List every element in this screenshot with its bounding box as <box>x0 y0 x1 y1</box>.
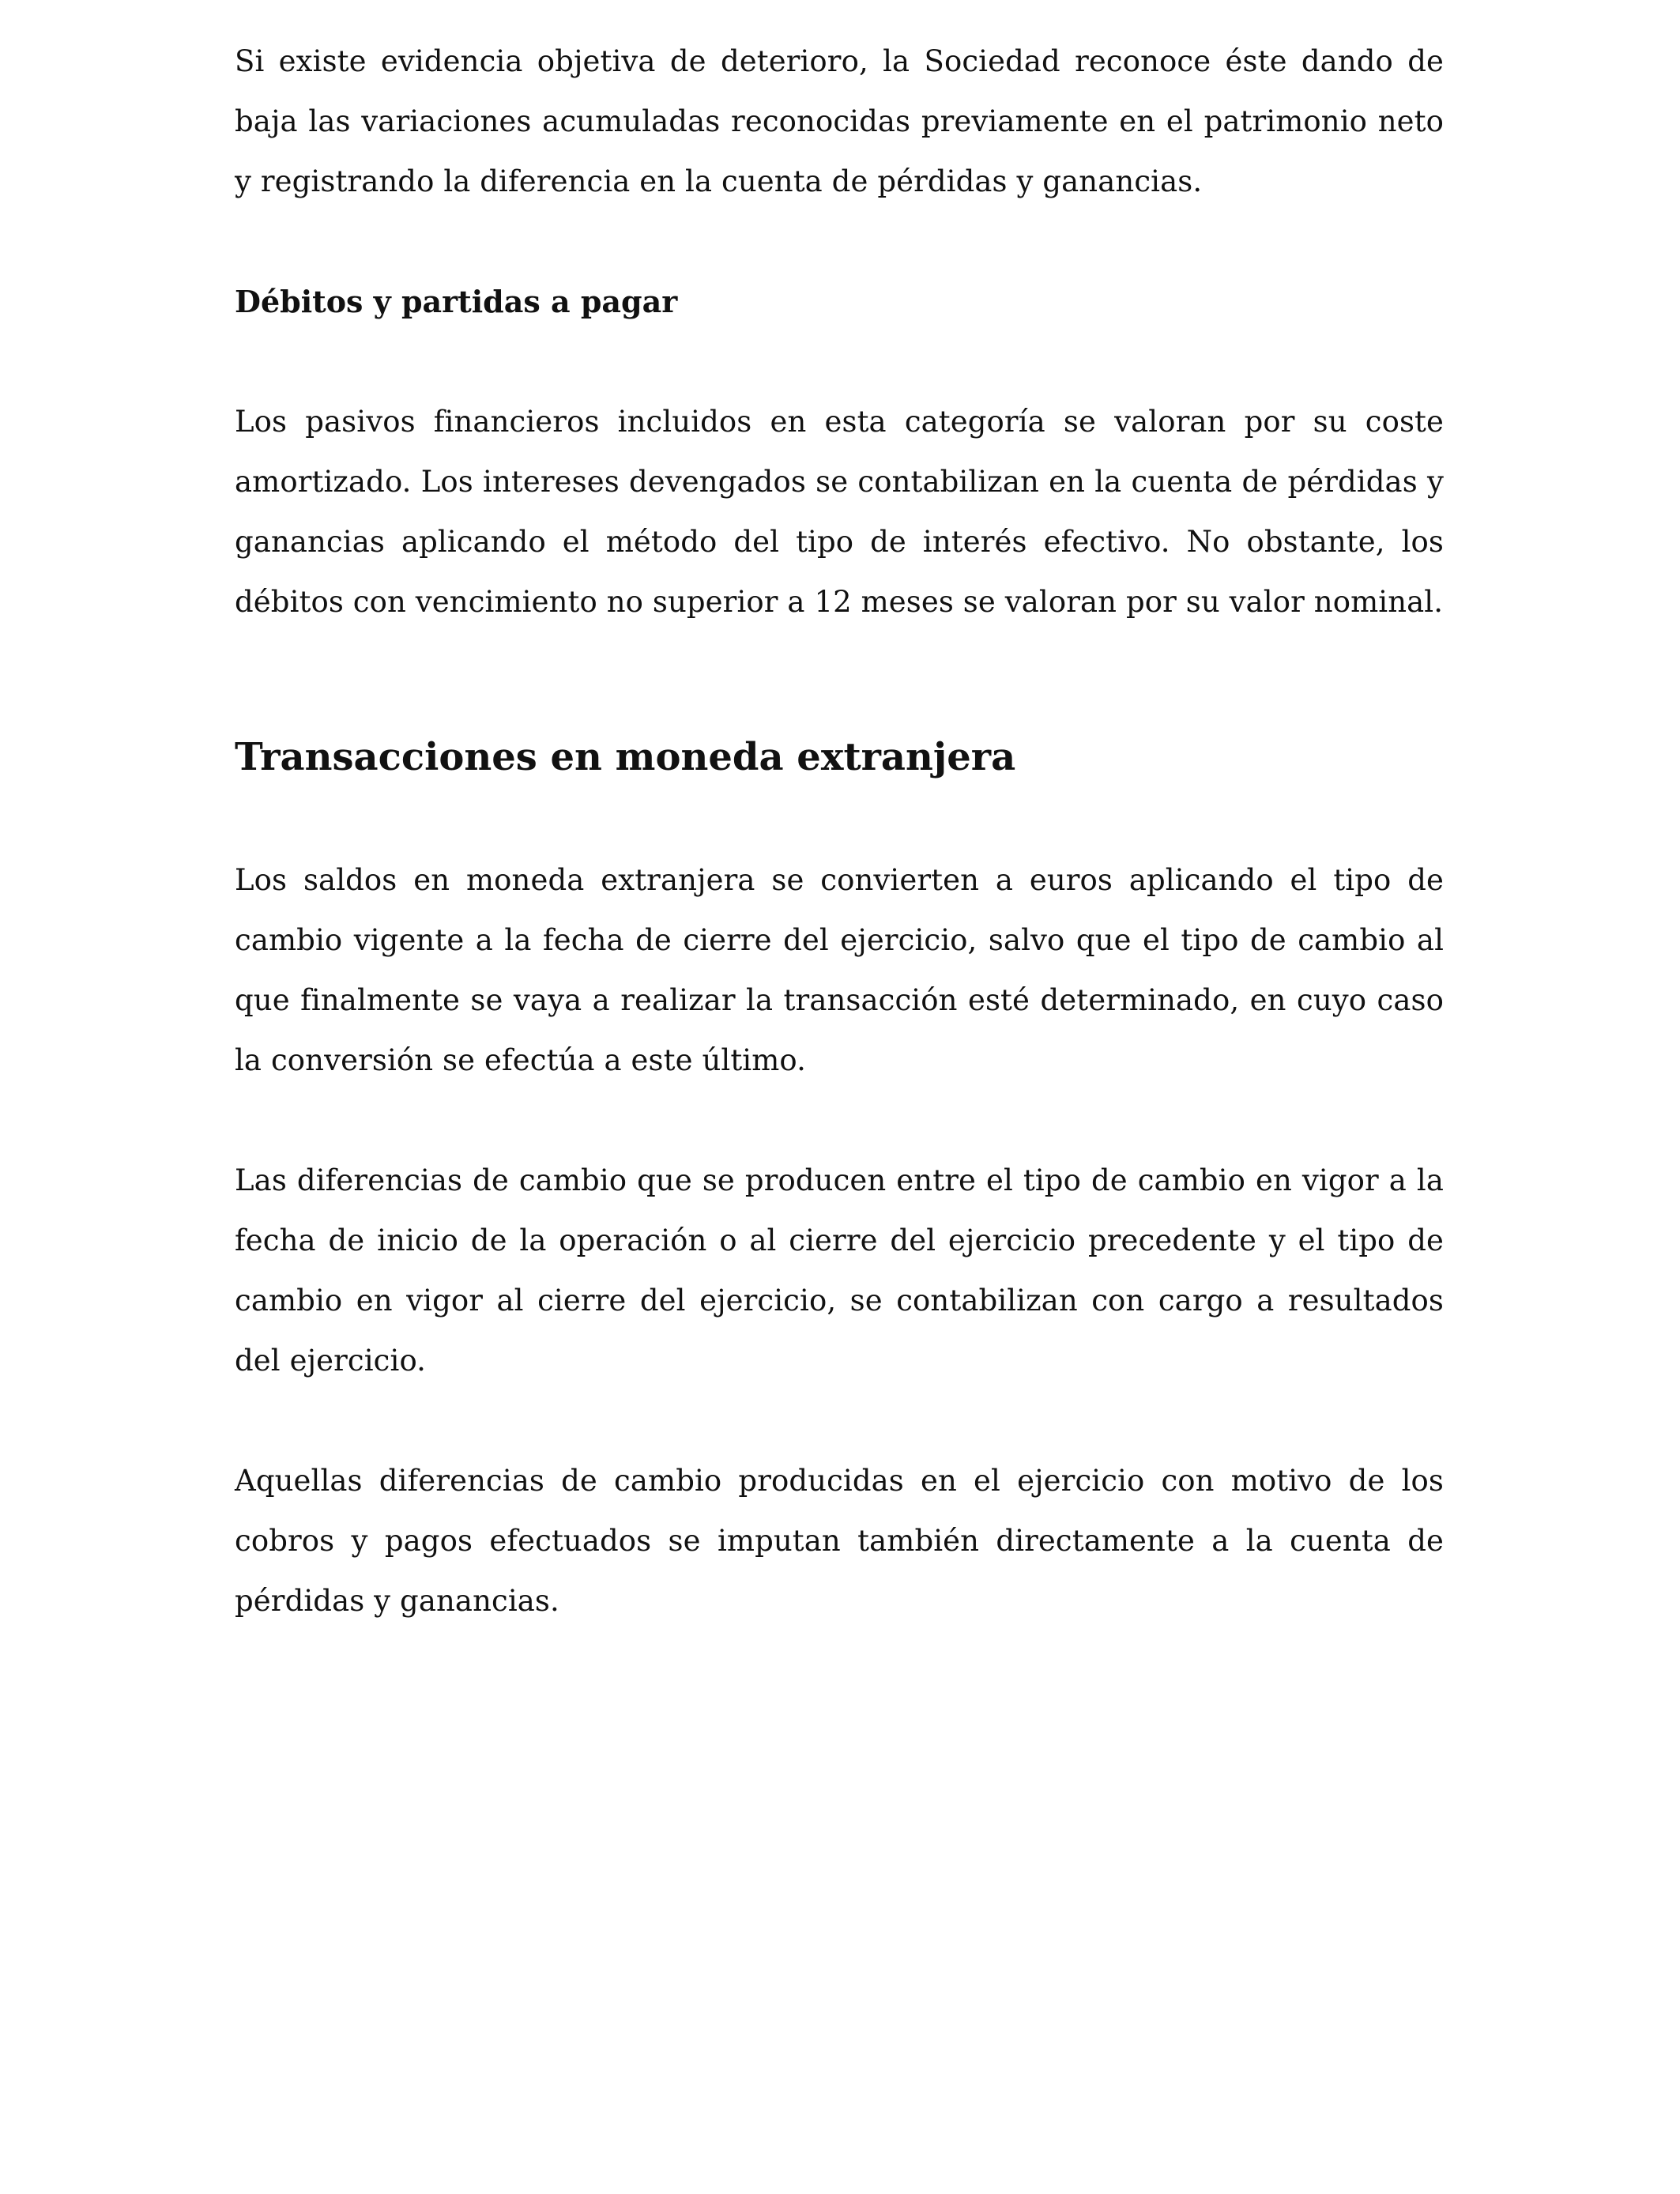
paragraph-deterioro: Si existe evidencia objetiva de deterioro, la Sociedad reconoce éste dando de baja las variaciones acumuladas reconocidas previamente en el patrimonio neto y registrando la diferencia en la cuenta de pérdidas y ganancias. <box>235 44 1444 198</box>
paragraph-cobros-pagos: Aquellas diferencias de cambio producidas en el ejercicio con motivo de los cobros y pagos efectuados se imputan también directamente a la cuenta de pérdidas y ganancias. <box>235 1464 1444 1618</box>
paragraph-debitos: Los pasivos financieros incluidos en esta categoría se valoran por su coste amortizado. Los intereses devengados se contabilizan en la cuenta de pérdidas y ganancias aplicando el método del tipo de interés efectivo. No obstante, los débitos con vencimiento no superior a 12 meses se valoran por su valor nominal. <box>235 405 1444 619</box>
spacer <box>235 1391 1444 1451</box>
spacer <box>235 212 1444 272</box>
document-page <box>235 32 1444 1631</box>
paragraph-diferencias: Las diferencias de cambio que se producen entre el tipo de cambio en vigor a la fecha de inicio de la operación o al cierre del ejercicio precedente y el tipo de cambio en vigor al cierre del ejercicio, se contabilizan con cargo a resultados del ejercicio. <box>235 1163 1444 1378</box>
section-heading-transacciones: Transacciones en moneda extranjera <box>235 735 1016 779</box>
paragraph-saldos: Los saldos en moneda extranjera se convierten a euros aplicando el tipo de cambio vigente a la fecha de cierre del ejercicio, salvo que el tipo de cambio al que finalmente se vaya a realizar la transacción esté determinado, en cuyo caso la conversión se efectúa a este último. <box>235 863 1444 1077</box>
spacer <box>235 332 1444 392</box>
spacer <box>235 632 1444 727</box>
spacer <box>235 787 1444 850</box>
spacer <box>235 1091 1444 1151</box>
subheading-debitos: Débitos y partidas a pagar <box>235 284 678 319</box>
